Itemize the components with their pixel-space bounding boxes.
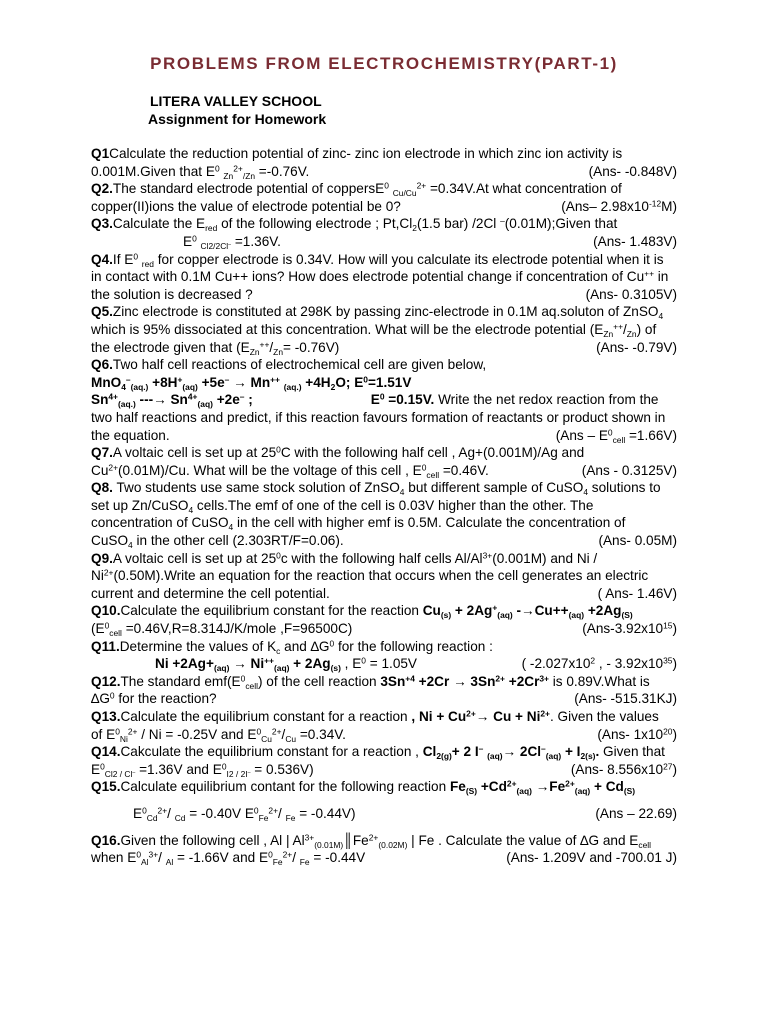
question-6-reaction-1: $MnO_4^-_{(aq.)} +8H^+_{(aq)} +5e^- \to Mn^{++}$ $_{(aq.)} +4H_2O$; $E^0=1.51V$ xyxy=(91,374,412,392)
answer: (Ans- $8.556x10^{27}$) xyxy=(570,761,677,777)
question-7-line-2: $Cu^{2+}(0.01M)/Cu$. What will be the voltage of this cell , $E^0_{cell} =0.46V$. (Ans - 0.3125V) xyxy=(91,462,677,480)
question-10-line-2: ($E^0_{cell}$ =0.46V,R=8.314J/K/mole ,F=96500C) $(Ans-3.92x10^{15})$ xyxy=(91,620,677,638)
school-name: LITERA VALLEY SCHOOL xyxy=(150,93,322,109)
question-label: Q6. xyxy=(91,357,113,373)
answer: (Ans - 0.3125V) xyxy=(581,462,677,478)
question-12: Q12.The standard $emf(E^0_{cell})$ of the cell reaction $3Sn^{+4} +2Cr \to 3Sn^{2+} +2Cr^{3+}$ is 0.89V.What is xyxy=(91,673,650,691)
question-8-line-4: CuSO$_4$ in the other cell (2.303RT/F=0.06). (Ans- 0.05M) xyxy=(91,533,677,550)
question-label: Q8. xyxy=(91,480,113,496)
question-6-line-4: two half reactions and predict, if this reaction favours formation of reactants or product shown in xyxy=(91,409,666,425)
question-16: Q16.Given the following cell , Al | $Al^{3+}_{(0.01M)}║Fe^{2+}_{(0.02M)}$ | Fe . Calculate the value of ∆G and $E_{cell}$ xyxy=(91,831,652,850)
question-label: Q10. xyxy=(91,603,121,619)
answer: (Ans- -0.79V) xyxy=(596,339,677,355)
question-11: Q11.Determine the values of $K_c$ and $\Delta G^0$ for the following reaction : xyxy=(91,638,493,656)
question-label: Q16. xyxy=(91,832,121,848)
question-11-line-2: $Ni +2Ag+_{(aq)} \to Ni^{++}_{(aq)} + 2Ag_{(s)}$ , $E^0 = 1.05V$ ( $-2.027x10^2$ , - $3.92x10^{35}$) xyxy=(155,655,677,674)
question-12-line-2: $\Delta G^0$ for the reaction? (Ans- -515.31KJ) xyxy=(91,690,677,707)
question-15: Q15.Calculate equilibrium contant for the following reaction $Fe_{(S)} +Cd^{2+}_{(aq)} \to Fe^{2+}_{(aq)} + Cd_{(S)}$ xyxy=(91,778,636,797)
question-16-line-2: when $E^0_{Al}^{3+}/$ $_{Al}$ = -1.66V and $E^0_{Fe}^{2+}/$ $_{Fe}$ = -0.44V (Ans- 1.209V and -700.01 J) xyxy=(91,849,677,868)
question-label: Q12. xyxy=(91,673,121,689)
question-label: Q5. xyxy=(91,304,113,320)
answer: (Ans- 1.483V) xyxy=(593,233,677,249)
question-7: Q7.A voltaic cell is set up at $25^0C$ with the following half cell , Ag+(0.001M)/Ag and xyxy=(91,444,585,461)
question-3: Q3.Calculate the $E_{red}$ of the following electrode ; $Pt,Cl_2(1.5$ bar) /2Cl –(0.01M);Given that xyxy=(91,215,618,234)
answer: (Ans- 1.209V and -700.01 J) xyxy=(506,850,677,866)
question-4: Q4.If $E^0$ $_{red}$ for copper electrode is 0.34V. How will you calculate its electrode potential when it is xyxy=(91,250,664,269)
question-4-line-2: in contact with 0.1M Cu++ ions? How does electrode potential change if concentration of Cu++ in xyxy=(91,268,669,285)
question-14: Q14.Cakculate the equilibrium constant for a reaction , $Cl_{2(g)}+ 2$ I– $_{(aq)}\to 2Cl^-_{(aq)} + I_{2(s)}$. Given that xyxy=(91,743,665,762)
question-2: Q2.The standard electrode potential of coppersE$^0$ $_{Cu/Cu}^{2+}$ =0.34V.At what concentration of xyxy=(91,180,622,199)
question-label: Q4. xyxy=(91,251,113,267)
question-14-line-2: $E^0_{Cl2 / Cl^-} =1.36V$ and $E^0_{I2 / 2I^-} = 0.536V$) (Ans- $8.556x10^{27}$) xyxy=(91,761,677,779)
question-9: Q9.A voltaic cell is set up at $25^0c$ with the following half cells $Al/Al^{3+}(0.001M)$ and Ni / xyxy=(91,550,598,566)
question-4-line-3: the solution is decreased ? (Ans- 0.3105V) xyxy=(91,286,677,302)
question-list xyxy=(91,145,677,867)
question-1-line-2: 0.001M.Given that $E^0$ $_{Zn}^{2+}_{/Zn}$ =-0.76V. (Ans- -0.848V) xyxy=(91,162,677,181)
question-3-line-2: $E^0$ $_{Cl2/2Cl^-}$ =1.36V. (Ans- 1.483V) xyxy=(183,233,677,251)
question-8-line-2: set up Zn/CuSO$_4$ cells.The emf of one of the cell is 0.03V higher than the other. The xyxy=(91,497,594,515)
question-label: Q1 xyxy=(91,146,110,161)
question-8: Q8. Two students use same stock solution of ZnSO$_4$ but different sample of CuSO$_4$ solutions to xyxy=(91,480,661,498)
question-6-reaction-2: $Sn^{4+}_{(aq.)}$ ---→ $Sn^{4+}_{(aq)} +2e^-$ ; $E^0 =0.15V$. Write the net redox reaction from the xyxy=(91,391,659,410)
question-13: Q13.Calculate the equilibrium constant for a reaction , $Ni + Cu^{2+}\to Cu + Ni^{2+}$. Given the values xyxy=(91,708,659,724)
answer: (Ans- 0.05M) xyxy=(598,533,677,549)
question-5-line-3: the electrode given that $(E_{Zn}^{++}/_{Zn}= -0.76V)$ (Ans- -0.79V) xyxy=(91,338,677,357)
answer: $(Ans-3.92x10^{15})$ xyxy=(582,620,677,637)
question-label: Q11. xyxy=(91,638,120,654)
question-9-line-3: current and determine the cell potential. ( Ans- 1.46V) xyxy=(91,585,677,601)
question-5: Q5.Zinc electrode is constituted at 298K by passing zinc-electrode in 0.1M aq.soluton of ZnSO$_4$ xyxy=(91,304,664,322)
question-label: Q14. xyxy=(91,744,121,760)
question-label: Q13. xyxy=(91,709,121,724)
question-label: Q2. xyxy=(91,181,113,197)
question-6-line-5: the equation. $(Ans - E^0_{cell} =1.66V)$ xyxy=(91,426,677,445)
answer: ( $-2.027x10^2$ , - $3.92x10^{35}$) xyxy=(521,655,677,672)
question-6: Q6.Two half cell reactions of electrochemical cell are given below, xyxy=(91,357,487,373)
question-9-line-2: $Ni^{2+}(0.50M).Write$ an equation for the reaction that occurs when the cell generates an electric xyxy=(91,567,649,584)
question-13-line-2: of $E^0_{Ni}^{2+} / Ni = -0.25V$ and $E^0_{Cu}^{2+}/_{Cu} =0.34V$. (Ans- $1x10^{20}$) xyxy=(91,725,677,744)
question-1: Q1Calculate the reduction potential of zinc- zinc ion electrode in which zinc ion activity is xyxy=(91,146,623,161)
question-8-line-3: concentration of CuSO$_4$ in the cell with higher emf is 0.5M. Calculate the concentration of xyxy=(91,515,626,533)
answer: (Ans – 22.69) xyxy=(595,805,677,821)
question-label: Q15. xyxy=(91,779,121,795)
question-2-line-2: copper(II)ions the value of electrode potential be 0? (Ans– $2.98x10^{-12}M$) xyxy=(91,198,677,214)
assignment-heading: Assignment for Homework xyxy=(148,111,327,127)
question-10: Q10.Calculate the equilibrium constant for the reaction $Cu_{(s)} + 2Ag^+_{(aq)}$ $-\to Cu++_{(aq)} +2Ag_{(S)}$ xyxy=(91,602,633,621)
question-15-line-2: $E^0_{Cd}^{2+}/$ $_{Cd}$ = -0.40V $E^0_{Fe}^{2+}/$ $_{Fe}$ = -0.44V) (Ans – 22.69) xyxy=(133,805,677,823)
answer: $(Ans - E^0_{cell} =1.66V)$ xyxy=(555,426,677,445)
answer: ( Ans- 1.46V) xyxy=(597,585,677,601)
answer: (Ans- -0.848V) xyxy=(588,163,677,179)
answer: (Ans- 0.3105V) xyxy=(585,286,677,302)
answer: (Ans- -515.31KJ) xyxy=(574,691,677,707)
page-title: PROBLEMS FROM ELECTROCHEMISTRY(PART-1) xyxy=(150,54,618,73)
question-5-line-2: which is 95% dissociated at this concentration. What will be the electrode potential $(E_{Zn}^{++}/_{Zn})$ of xyxy=(91,321,657,339)
question-label: Q3. xyxy=(91,216,113,232)
answer: (Ans– $2.98x10^{-12}M$) xyxy=(561,198,677,214)
question-label: Q9. xyxy=(91,550,113,566)
answer: (Ans- $1x10^{20}$) xyxy=(597,725,677,742)
question-label: Q7. xyxy=(91,445,113,461)
